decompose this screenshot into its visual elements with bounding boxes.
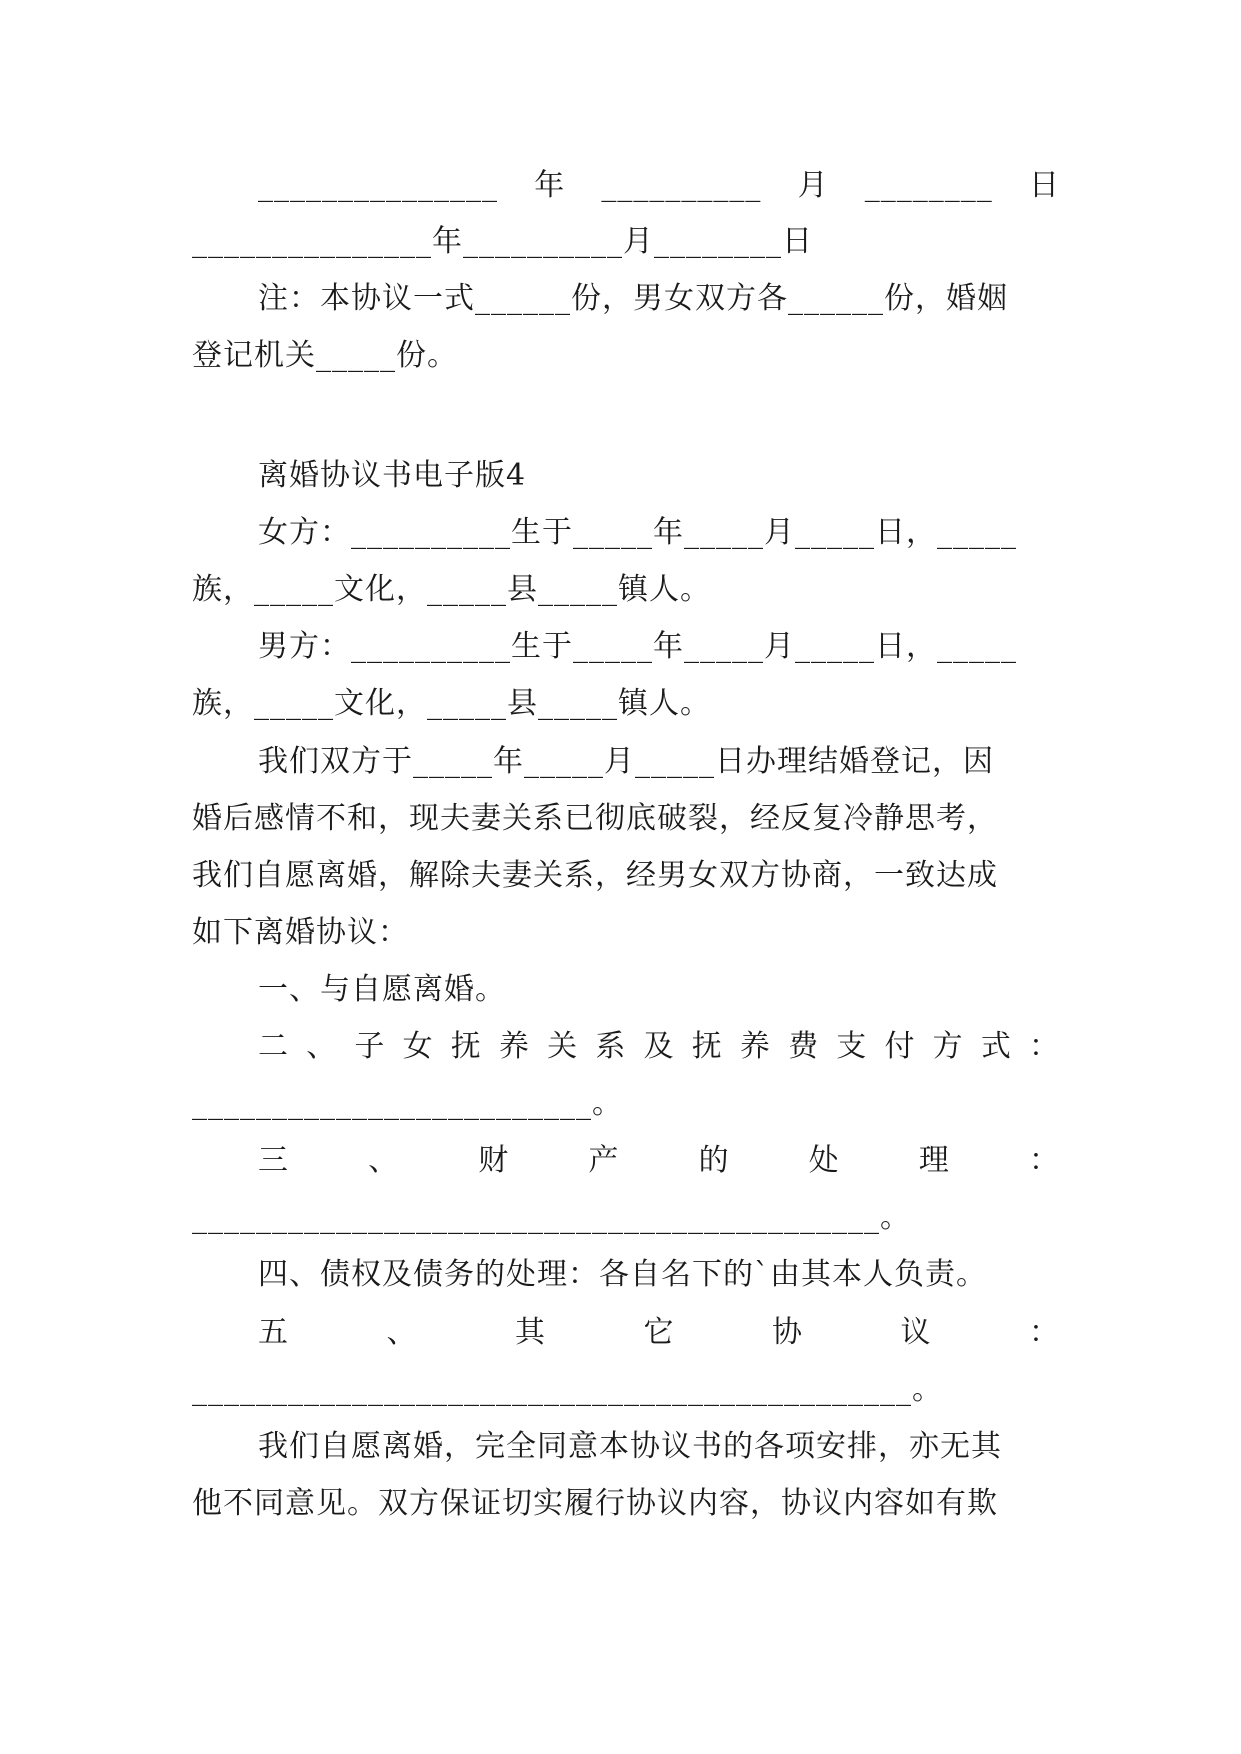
date-blank-month: __________ <box>601 168 762 203</box>
marriage-line-1: 我们双方于_____年_____月_____日办理结婚登记，因 <box>258 744 994 779</box>
date-day-label: 日 <box>1028 168 1060 203</box>
heading-char: 财 <box>478 1143 510 1178</box>
heading-char: 系 <box>595 1029 627 1064</box>
heading-char: 及 <box>643 1029 675 1064</box>
item-4: 四、债权及债务的处理：各自名下的`由其本人负责。 <box>258 1257 987 1292</box>
note-line-2: 登记机关_____份。 <box>192 338 458 373</box>
heading-char: 养 <box>739 1029 771 1064</box>
heading-char: 式 <box>980 1029 1012 1064</box>
heading-char: 处 <box>808 1143 840 1178</box>
man-line-2: 族，_____文化，_____县_____镇人。 <box>192 686 711 721</box>
heading-char: 、 <box>386 1315 418 1350</box>
heading-char: 子 <box>354 1029 386 1064</box>
heading-char: 养 <box>498 1029 530 1064</box>
heading-char: 议 <box>900 1315 932 1350</box>
woman-line-1: 女方：__________生于_____年_____月_____日，_____ <box>258 515 1017 550</box>
heading-char: ： <box>1029 1029 1060 1064</box>
heading-char: 、 <box>306 1029 338 1064</box>
heading-char: 费 <box>788 1029 820 1064</box>
marriage-line-2: 婚后感情不和，现夫妻关系已彻底破裂，经反复冷静思考， <box>192 801 998 836</box>
date-year-label: 年 <box>534 168 566 203</box>
date-line-2: _______________年__________月________日 <box>192 224 813 259</box>
heading-char: 抚 <box>691 1029 723 1064</box>
date-blank-year: _______________ <box>258 168 498 203</box>
date-blank-day: ________ <box>864 168 993 203</box>
item-2-blank: _________________________。 <box>192 1086 623 1121</box>
heading-char: 二 <box>258 1029 289 1064</box>
item-1: 一、与自愿离婚。 <box>258 972 506 1007</box>
item-5-heading <box>258 1313 1060 1353</box>
heading-char: 支 <box>836 1029 868 1064</box>
heading-char: ： <box>1029 1315 1060 1350</box>
closing-line-2: 他不同意见。双方保证切实履行协议内容，协议内容如有欺 <box>192 1486 998 1521</box>
heading-char: 五 <box>258 1315 289 1350</box>
man-line-1: 男方：__________生于_____年_____月_____日，_____ <box>258 629 1017 664</box>
marriage-line-4: 如下离婚协议： <box>192 915 409 950</box>
item-2-heading <box>258 1027 1060 1067</box>
heading-char: 理 <box>918 1143 950 1178</box>
heading-char: 协 <box>772 1315 803 1350</box>
heading-char: ： <box>1028 1143 1060 1178</box>
heading-char: 其 <box>515 1315 546 1350</box>
heading-char: 产 <box>588 1143 620 1178</box>
heading-char: 、 <box>368 1143 400 1178</box>
heading-char: 关 <box>547 1029 579 1064</box>
heading-char: 女 <box>402 1029 434 1064</box>
section-title: 离婚协议书电子版4 <box>258 458 527 493</box>
marriage-line-3: 我们自愿离婚，解除夫妻关系，经男女双方协商，一致达成 <box>192 858 998 893</box>
heading-char: 付 <box>884 1029 916 1064</box>
heading-char: 的 <box>698 1143 730 1178</box>
date-line-1 <box>258 166 1060 206</box>
heading-char: 它 <box>643 1315 675 1350</box>
heading-char: 三 <box>258 1143 289 1178</box>
closing-line-1: 我们自愿离婚，完全同意本协议书的各项安排，亦无其 <box>258 1429 1002 1464</box>
item-5-blank: _____________________________________________。 <box>192 1372 943 1407</box>
heading-char: 方 <box>932 1029 964 1064</box>
heading-char: 抚 <box>450 1029 482 1064</box>
note-line-1: 注：本协议一式______份，男女双方各______份，婚姻 <box>258 281 1008 316</box>
date-month-label: 月 <box>797 168 829 203</box>
item-3-blank: ___________________________________________。 <box>192 1200 911 1235</box>
item-3-heading <box>258 1141 1060 1181</box>
woman-line-2: 族，_____文化，_____县_____镇人。 <box>192 572 711 607</box>
